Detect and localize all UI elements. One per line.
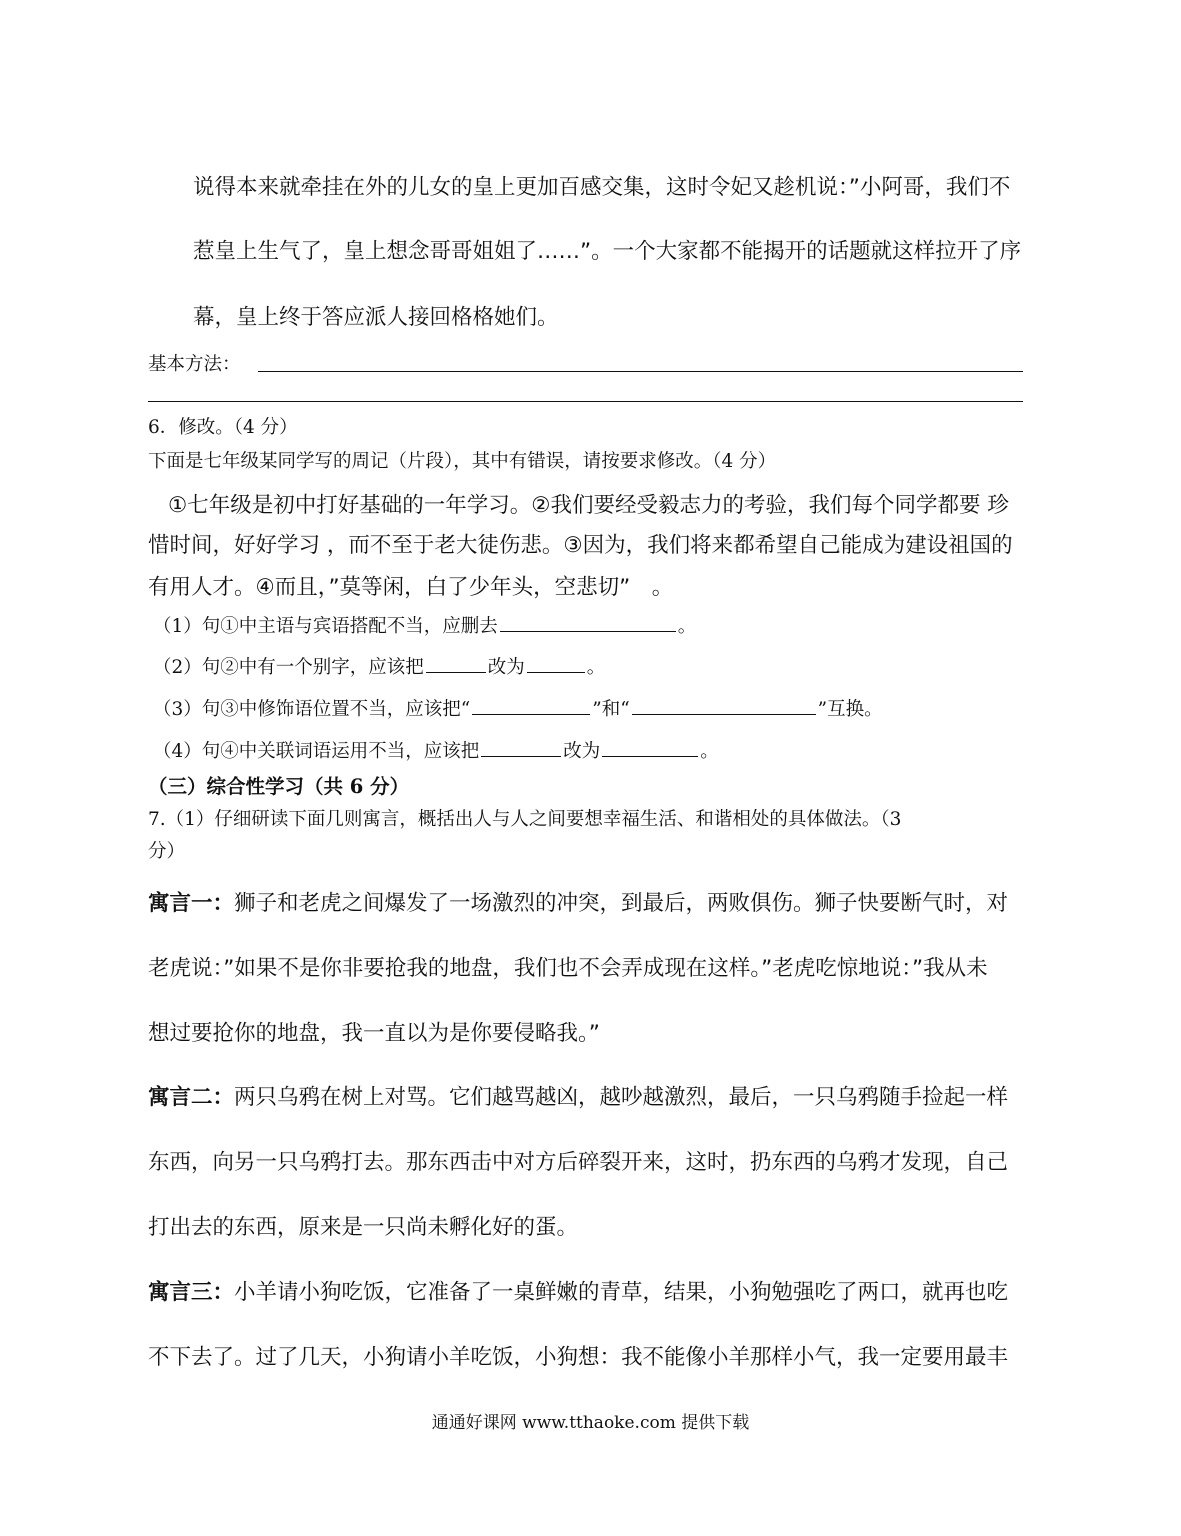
fable-2-line-2: 东西，向另一只乌鸦打去。那东西击中对方后碎裂开来，这时，扔东西的乌鸦才发现，自己 [148,1150,1009,1175]
fable-3-label: 寓言三： [148,1280,235,1305]
q6-sub-2-blank-2[interactable] [527,671,585,673]
q6-text-line-2: 惜时间，好好学习 ，而不至于老大徒伤悲。③因为，我们将来都希望自己能成为建设祖国的 [148,533,1013,558]
passage-line-1: 说得本来就牵挂在外的儿女的皇上更加百感交集，这时令妃又趁机说：”小阿哥，我们不 [193,175,1011,200]
method-label: 基本方法： [148,354,241,375]
page-footer: 通通好课网 www.tthaoke.com 提供下载 [431,1413,750,1433]
q6-sub-4-blank-2[interactable] [602,755,698,757]
q6-sub-2-blank-1[interactable] [426,671,486,673]
fable-1-line-3: 想过要抢你的地盘，我一直以为是你要侵略我。” [148,1021,600,1046]
q7-line-1: 7.（1）仔细研读下面几则寓言，概括出人与人之间要想幸福生活、和谐相处的具体做法。（3 [148,809,902,830]
q6-title: 6．修改。（4 分） [148,417,298,438]
section-3-title: （三）综合性学习（共 6 分） [148,775,410,798]
q6-sub-2-text: （2）句②中有一个别字，应该把 [153,657,424,678]
q6-sub-3-text: （3）句③中修饰语位置不当，应该把“ [153,699,471,720]
fable-2-line-1: 寓言二：两只乌鸦在树上对骂。它们越骂越凶，越吵越激烈，最后，一只乌鸦随手捡起一样 [148,1085,1009,1110]
q6-sub-1-text: （1）句①中主语与宾语搭配不当，应删去 [153,616,498,637]
fable-3-line-2: 不下去了。过了几天，小狗请小羊吃饭，小狗想：我不能像小羊那样小气，我一定要用最丰 [148,1345,1009,1370]
fable-1-line-2: 老虎说：”如果不是你非要抢我的地盘，我们也不会弄成现在这样。”老虎吃惊地说：”我从未 [148,956,988,981]
fable-1-label: 寓言一： [148,891,235,916]
fable-2-label: 寓言二： [148,1085,235,1110]
q6-sub-4: （4）句④中关联词语运用不当，应该把 改为 。 [153,741,719,762]
passage-line-2: 惹皇上生气了，皇上想念哥哥姐姐了……”。一个大家都不能揭开的话题就这样拉开了序 [193,239,1022,264]
q6-sub-3-blank-2[interactable] [632,713,816,715]
passage-line-3: 幕，皇上终于答应派人接回格格她们。 [193,305,559,330]
q6-sub-3-blank-1[interactable] [472,713,590,715]
q6-text-line-1: ①七年级是初中打好基础的一年学习。②我们要经受毅志力的考验，我们每个同学都要 珍 [168,493,1009,518]
fable-3-line-1: 寓言三：小羊请小狗吃饭，它准备了一桌鲜嫩的青草，结果，小狗勉强吃了两口，就再也吃 [148,1280,1009,1305]
fable-2-line-3: 打出去的东西，原来是一只尚未孵化好的蛋。 [148,1215,579,1240]
q6-sub-1-blank[interactable] [500,630,676,632]
q7-line-2: 分） [148,841,186,862]
q6-sub-1: （1）句①中主语与宾语搭配不当，应删去 。 [153,616,697,637]
q6-sub-2: （2）句②中有一个别字，应该把 改为 。 [153,657,606,678]
method-answer-line-1 [258,371,1023,372]
q6-sub-4-text: （4）句④中关联词语运用不当，应该把 [153,741,480,762]
q6-sub-4-blank-1[interactable] [481,755,561,757]
fable-1-line-1: 寓言一：狮子和老虎之间爆发了一场激烈的冲突，到最后，两败俱伤。狮子快要断气时，对 [148,891,1009,916]
q6-text-line-3: 有用人才。④而且，”莫等闲，白了少年头，空悲切” 。 [148,575,674,600]
q6-intro: 下面是七年级某同学写的周记（片段），其中有错误，请按要求修改。（4 分） [148,451,777,472]
q6-sub-3: （3）句③中修饰语位置不当，应该把“ ”和“ ”互换。 [153,699,883,720]
method-answer-line-2 [148,401,1023,402]
